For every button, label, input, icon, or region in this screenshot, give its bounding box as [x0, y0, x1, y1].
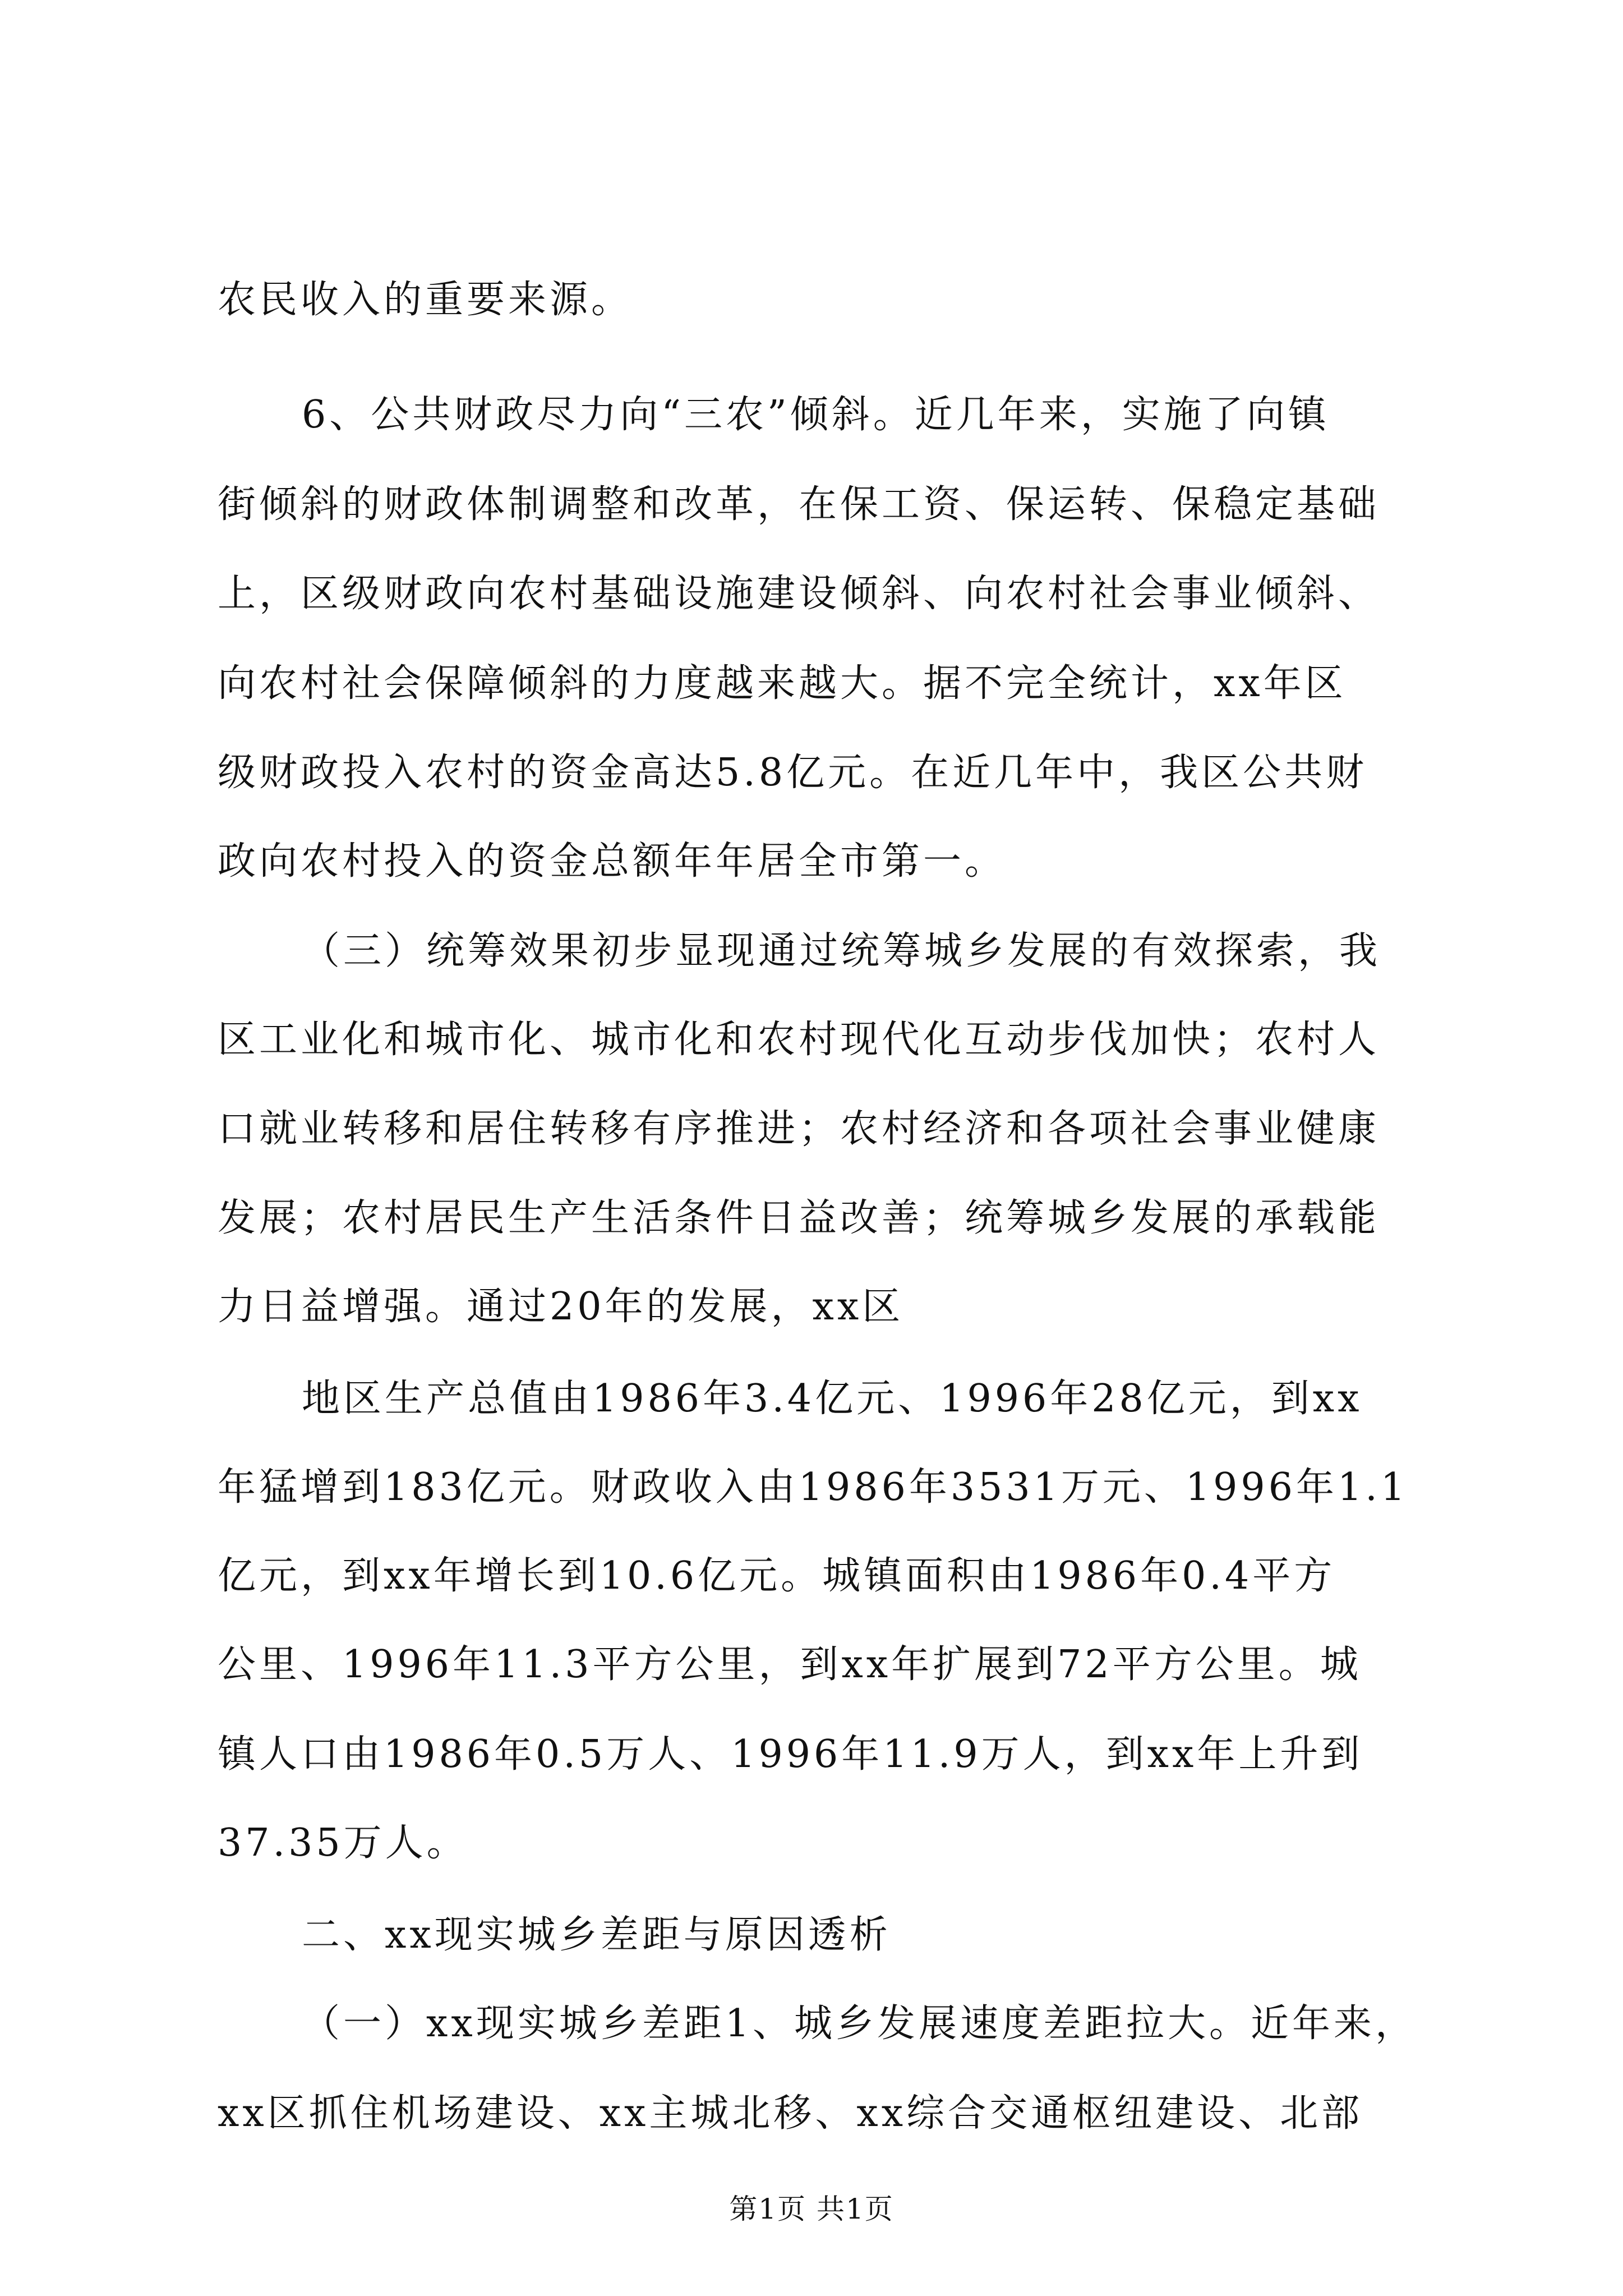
page-footer: 第1页 共1页 [729, 2193, 894, 2225]
text-line: 发展；农村居民生产生活条件日益改善；统筹城乡发展的承载能 [218, 1196, 1380, 1240]
paragraph-first-line: （一）xx现实城乡差距1、城乡发展速度差距拉大。近年来， [302, 2001, 1417, 2046]
text-line: 街倾斜的财政体制调整和改革，在保工资、保运转、保稳定基础 [218, 482, 1380, 527]
text-line: 亿元，到xx年增长到10.6亿元。城镇面积由1986年0.4平方 [218, 1554, 1336, 1598]
paragraph-first-line: 6、公共财政尽力向“三农”倾斜。近几年来，实施了向镇 [302, 393, 1330, 437]
text-line: 上，区级财政向农村基础设施建设倾斜、向农村社会事业倾斜、 [218, 572, 1380, 616]
section-heading: 二、xx现实城乡差距与原因透析 [302, 1913, 891, 1957]
text-line: 口就业转移和居住转移有序推进；农村经济和各项社会事业健康 [218, 1107, 1380, 1151]
text-line: 年猛增到183亿元。财政收入由1986年3531万元、1996年1.1 [218, 1465, 1409, 1510]
paragraph-first-line: （三）统筹效果初步显现通过统筹城乡发展的有效探索，我 [302, 929, 1381, 973]
text-line: 公里、1996年11.3平方公里，到xx年扩展到72平方公里。城 [218, 1642, 1362, 1687]
text-line: 力日益增强。通过20年的发展，xx区 [218, 1285, 904, 1329]
text-line: 政向农村投入的资金总额年年居全市第一。 [218, 839, 1007, 884]
text-line: 级财政投入农村的资金高达5.8亿元。在近几年中，我区公共财 [218, 751, 1368, 795]
text-line: 区工业化和城市化、城市化和农村现代化互动步伐加快；农村人 [218, 1018, 1380, 1062]
text-line: 农民收入的重要来源。 [218, 278, 633, 322]
text-line: 向农村社会保障倾斜的力度越来越大。据不完全统计，xx年区 [218, 661, 1347, 706]
text-line: 镇人口由1986年0.5万人、1996年11.9万人，到xx年上升到 [218, 1732, 1363, 1777]
paragraph-first-line: 地区生产总值由1986年3.4亿元、1996年28亿元，到xx [302, 1377, 1363, 1421]
text-line: 37.35万人。 [218, 1821, 468, 1865]
text-line: xx区抓住机场建设、xx主城北移、xx综合交通枢纽建设、北部 [218, 2091, 1363, 2136]
